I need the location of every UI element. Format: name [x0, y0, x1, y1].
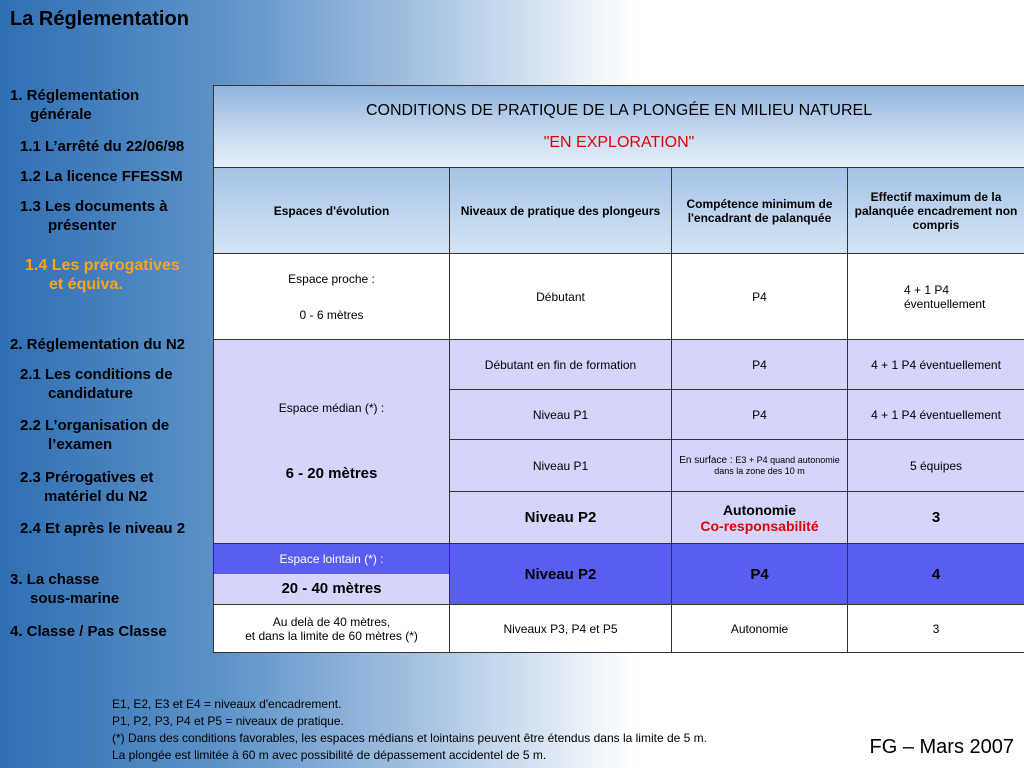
competence-line: Co-responsabilité: [700, 517, 819, 534]
space-cell: [214, 605, 450, 653]
space-label: Espace lointain (*) :: [214, 544, 449, 574]
nav-label: sous-marine: [30, 590, 120, 607]
footnote: La plongée est limitée à 60 m avec possibilité de dépassement accidentel de 5 m.: [112, 748, 547, 762]
competence-cell: P4: [672, 254, 848, 340]
competence-line: Autonomie: [722, 501, 797, 518]
competence-cell: Autonomie: [672, 605, 848, 653]
nav-label: 2.3 Prérogatives et: [20, 469, 154, 486]
nav-label: 1. Réglementation: [10, 87, 140, 104]
space-label: Espace proche :: [288, 271, 375, 286]
competence-cell: [672, 440, 848, 492]
nav-section-4[interactable]: 4. Classe / Pas Classe: [10, 623, 167, 640]
table-row: [214, 544, 1024, 605]
column-header: Compétence minimum de l'encadrant de palanquée: [672, 168, 848, 254]
column-header: Espaces d'évolution: [214, 168, 450, 254]
nav-label: présenter: [48, 217, 117, 234]
nav-section-3[interactable]: [10, 570, 119, 608]
level-cell: Niveau P1: [450, 390, 672, 440]
table-header-row: [214, 168, 1024, 254]
space-label: Au delà de 40 mètres,: [272, 614, 391, 629]
level-cell: Niveau P2: [450, 544, 672, 605]
table-title-row: [214, 86, 1024, 168]
level-cell: Débutant en fin de formation: [450, 340, 672, 390]
competence-cell: [672, 492, 848, 544]
nav-item-1-4[interactable]: [25, 256, 180, 294]
nav-label: 2.1 Les conditions de: [20, 366, 173, 383]
table-row: [214, 340, 1024, 390]
nav-label: 2.2 L’organisation de: [20, 417, 170, 434]
nav-section-2[interactable]: 2. Réglementation du N2: [10, 336, 186, 353]
table-title-cell: [214, 86, 1024, 168]
footnote: E1, E2, E3 et E4 = niveaux d'encadrement.: [112, 697, 342, 711]
effectif-cell: 4 + 1 P4 éventuellement: [848, 340, 1024, 390]
level-cell: Niveau P2: [450, 492, 672, 544]
nav-item-2-3[interactable]: [20, 468, 153, 506]
column-header: Effectif maximum de la palanquée encadrement non compris: [848, 168, 1024, 254]
effectif-cell: 4: [848, 544, 1024, 605]
table-title: CONDITIONS DE PRATIQUE DE LA PLONGÉE EN MILIEU NATUREL: [365, 101, 873, 119]
space-depth: et dans la limite de 60 mètres (*): [245, 628, 418, 643]
effectif-cell: 3: [848, 605, 1024, 653]
space-depth: 0 - 6 mètres: [299, 307, 364, 322]
effectif-cell: 3: [848, 492, 1024, 544]
competence-cell: P4: [672, 544, 848, 605]
table-row: [214, 254, 1024, 340]
space-cell: [214, 544, 450, 605]
nav-label: générale: [30, 106, 92, 123]
nav-item-2-1[interactable]: [20, 365, 173, 403]
effectif-cell: 5 équipes: [848, 440, 1024, 492]
nav-label: l’examen: [48, 436, 113, 453]
nav-item-1-2[interactable]: 1.2 La licence FFESSM: [20, 168, 183, 185]
footnotes: [112, 696, 707, 764]
space-label: Espace médian (*) :: [278, 401, 385, 415]
competence-detail: E3 + P4 quand autonomie dans la zone des 10 m: [714, 454, 840, 476]
footnote: P1, P2, P3, P4 et P5 = niveaux de pratique.: [112, 714, 344, 728]
footnote: (*) Dans des conditions favorables, les espaces médians et lointains peuvent être étendus dans la limite de 5 m.: [112, 731, 707, 745]
space-cell: [214, 340, 450, 544]
nav-label: matériel du N2: [44, 488, 148, 505]
nav-label: 1.4 Les prérogatives: [25, 257, 180, 274]
conditions-table: [213, 85, 1024, 653]
space-depth: 6 - 20 mètres: [285, 465, 378, 482]
nav-item-1-1[interactable]: 1.1 L’arrêté du 22/06/98: [20, 138, 185, 155]
space-cell: [214, 254, 450, 340]
effectif-cell: 4 + 1 P4 éventuellement: [848, 254, 1024, 340]
nav-section-1[interactable]: [10, 86, 139, 124]
space-depth: 20 - 40 mètres: [281, 580, 382, 597]
competence-cell: P4: [672, 340, 848, 390]
table-row: [214, 605, 1024, 653]
competence-cell: P4: [672, 390, 848, 440]
nav-item-1-3[interactable]: [20, 197, 168, 235]
column-header: Niveaux de pratique des plongeurs: [450, 168, 672, 254]
level-cell: Niveau P1: [450, 440, 672, 492]
table-subtitle: "EN EXPLORATION": [543, 133, 695, 151]
nav-label: 1.3 Les documents à: [20, 198, 168, 215]
nav-item-2-2[interactable]: [20, 416, 169, 454]
nav-item-2-4[interactable]: 2.4 Et après le niveau 2: [20, 520, 186, 537]
nav-label: et équiva.: [49, 276, 123, 293]
level-cell: Débutant: [450, 254, 672, 340]
signature: FG – Mars 2007: [869, 736, 1014, 758]
competence-prefix: En surface :: [679, 454, 736, 466]
level-cell: Niveaux P3, P4 et P5: [450, 605, 672, 653]
nav-label: candidature: [48, 385, 134, 402]
effectif-cell: 4 + 1 P4 éventuellement: [848, 390, 1024, 440]
page-title: La Réglementation: [10, 8, 189, 30]
nav-label: 3. La chasse: [10, 571, 100, 588]
